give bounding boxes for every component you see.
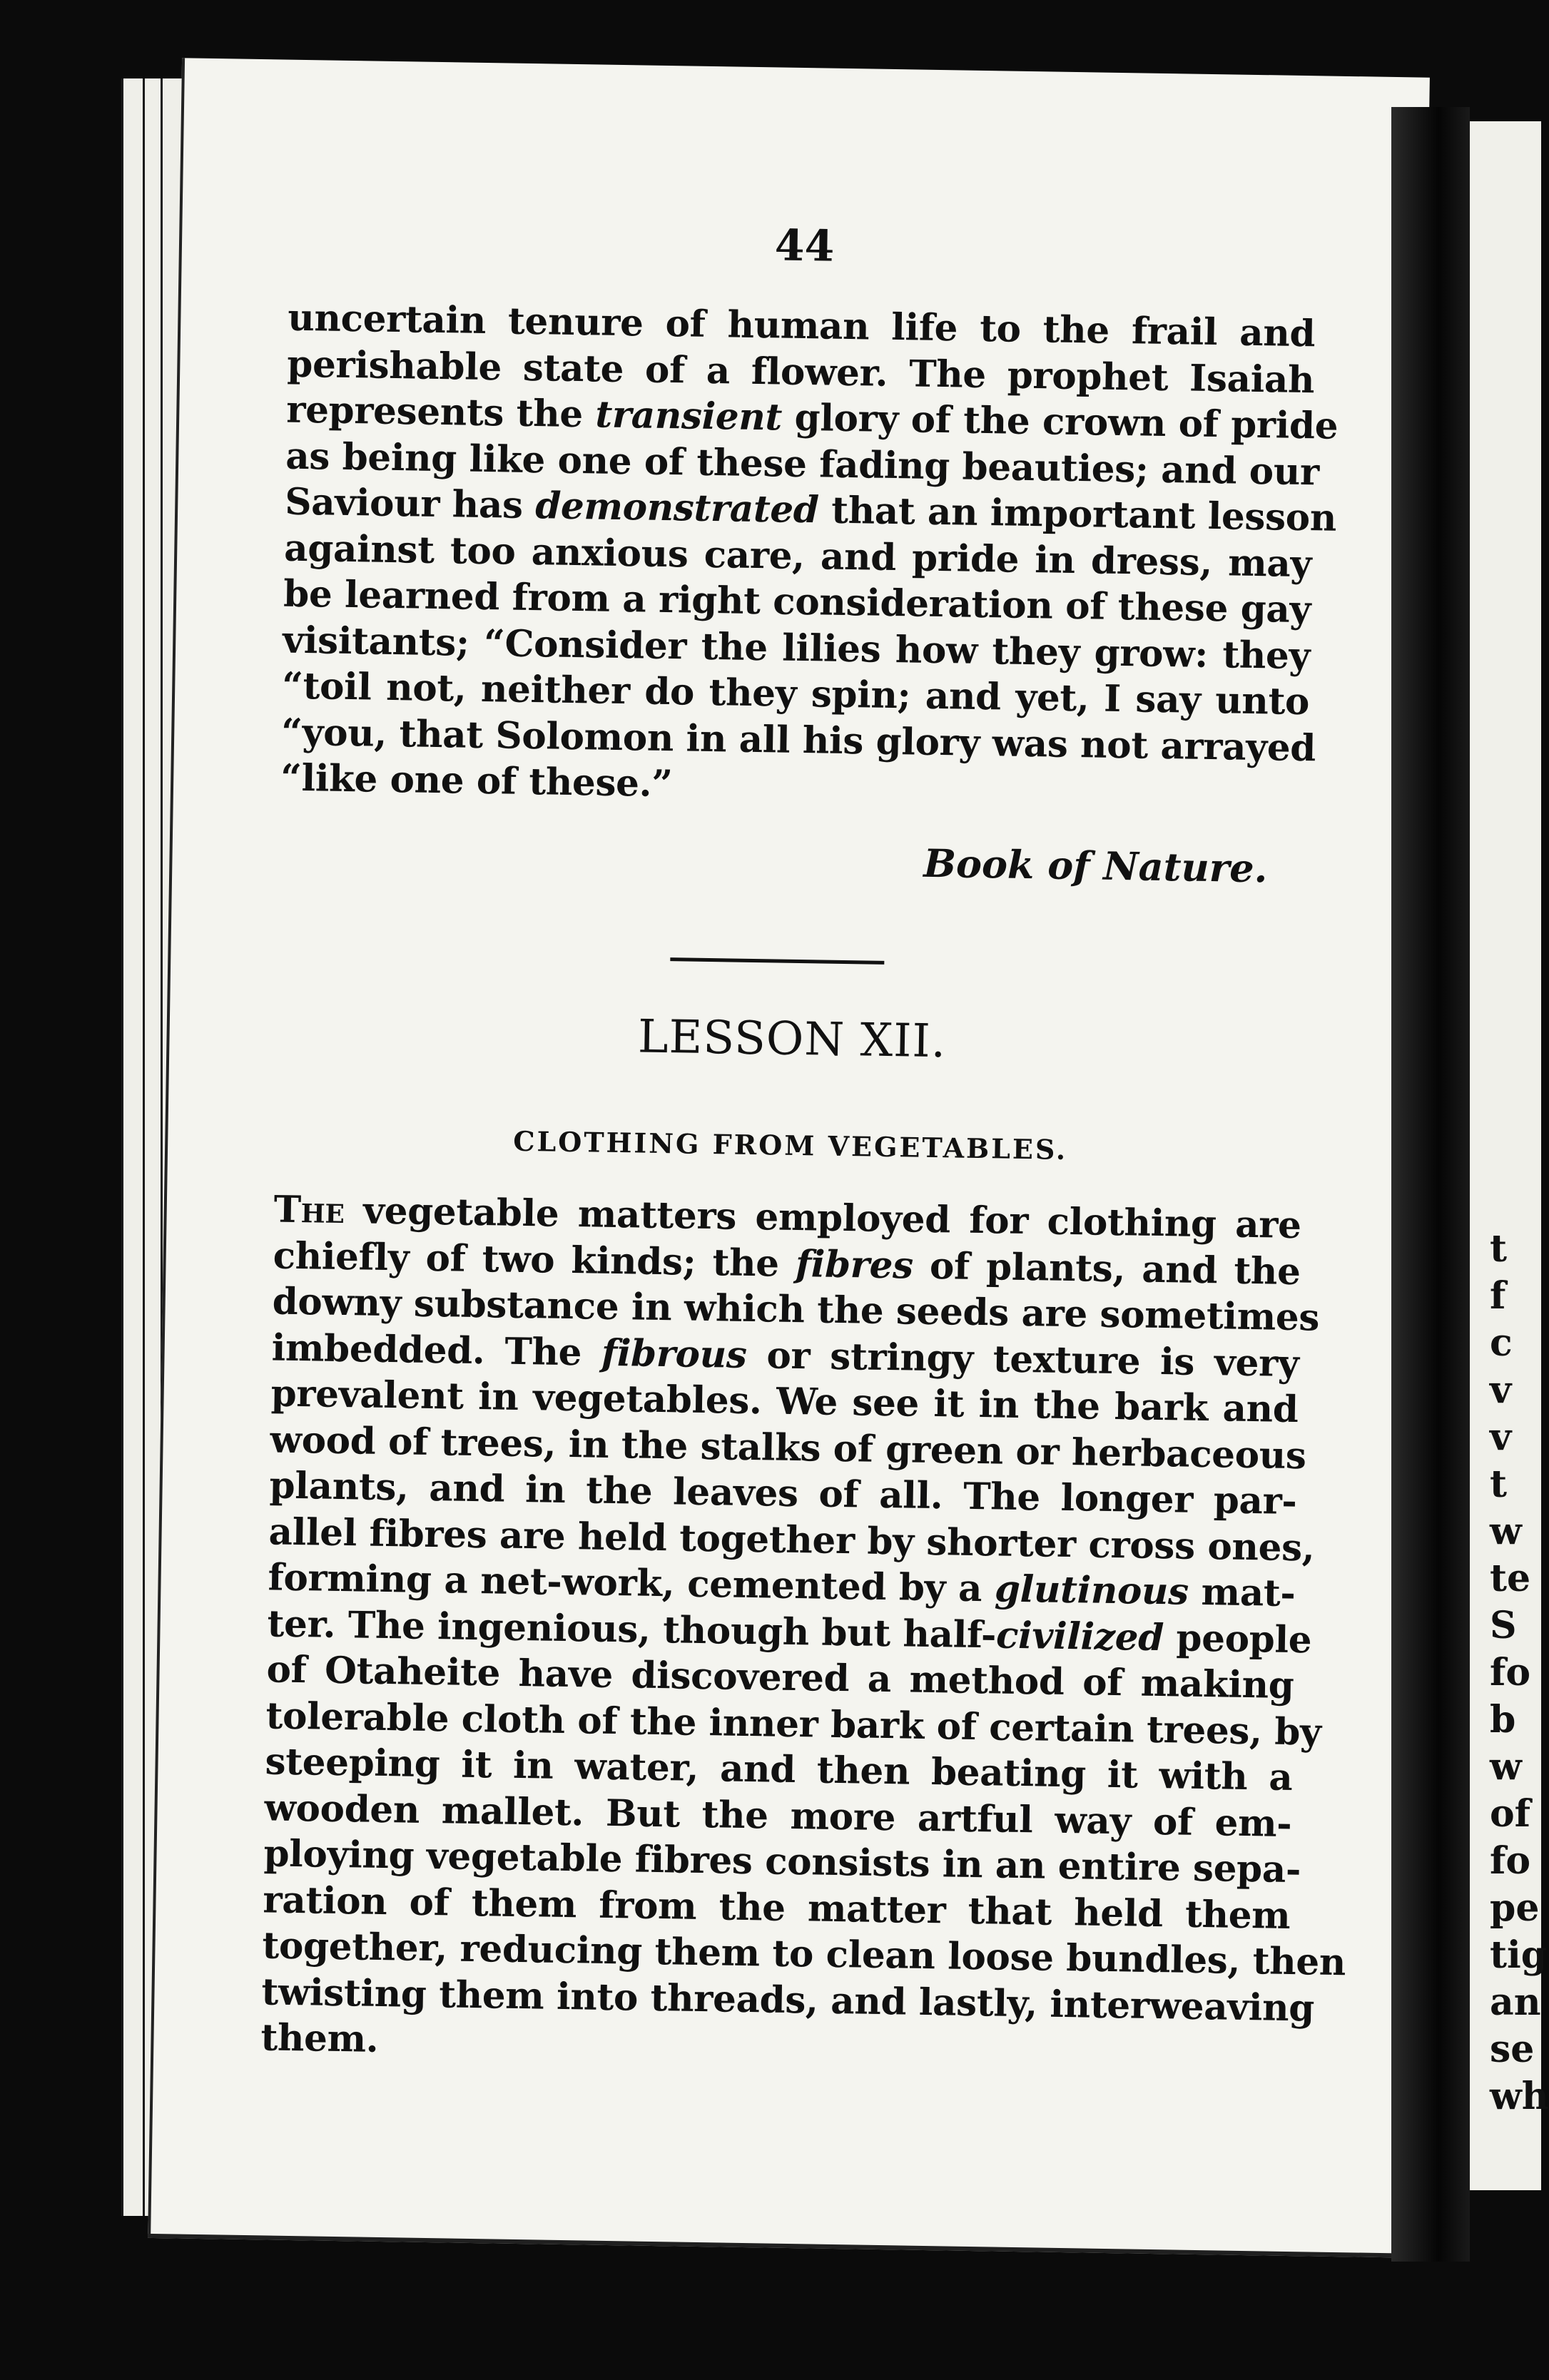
text-line: represents the transient glory of the crown of pride — [285, 388, 1339, 448]
next-page-fragment: w — [1490, 1745, 1522, 1789]
text-line: as being like one of these fading beauties; and our — [285, 434, 1320, 494]
next-page-fragment: pe — [1490, 1886, 1540, 1930]
text-line: “you, that Solomon in all his glory was not arrayed — [280, 711, 1316, 770]
page-number: 44 — [774, 220, 835, 272]
attribution: Book of Nature. — [923, 840, 1268, 892]
next-page-fragment: t — [1490, 1463, 1508, 1506]
text-line: prevalent in vegetables. We see it in the bark and — [270, 1372, 1299, 1432]
next-page-fragment: t — [1490, 1227, 1508, 1271]
next-page-fragment: v — [1490, 1415, 1512, 1459]
text-line: forming a net-work, cemented by a glutinous mat- — [268, 1556, 1296, 1616]
text-line: Saviour has demonstrated that an important lesson — [284, 480, 1337, 540]
text-line: ter. The ingenious, though but half-civilized people — [267, 1602, 1312, 1662]
text-line: imbedded. The fibrous or stringy texture is very — [271, 1326, 1300, 1385]
text-line: of Otaheite have discovered a method of making — [266, 1648, 1294, 1708]
next-page-fragment: fo — [1490, 1839, 1531, 1883]
text-line: perishable state of a flower. The prophet Isaiah — [286, 342, 1315, 402]
section-divider — [670, 957, 884, 965]
text-line: be learned from a right consideration of these gay — [283, 572, 1311, 632]
next-page-fragment: se — [1490, 2028, 1535, 2071]
text-line: ration of them from the matter that held them — [263, 1878, 1291, 1938]
next-page-fragment: fo — [1490, 1651, 1531, 1694]
next-page-fragment: w — [1490, 1510, 1522, 1553]
text-line: visitants; “Consider the lilies how they grow: they — [282, 619, 1311, 678]
text-line: wooden mallet. But the more artful way of em- — [264, 1786, 1292, 1846]
text-line: steeping it in water, and then beating it with a — [265, 1740, 1293, 1800]
text-line: uncertain tenure of human life to the frail and — [287, 296, 1316, 356]
next-page-fragment: S — [1490, 1604, 1517, 1647]
text-line: “like one of these.” — [280, 756, 674, 806]
lesson-paragraph — [260, 1186, 1346, 2077]
next-page-fragment: tig — [1490, 1933, 1548, 1977]
next-page-fragment: wh — [1490, 2075, 1549, 2118]
text-line: “toil not, neither do they spin; and yet, I say unto — [281, 664, 1310, 724]
text-line: against too anxious care, and pride in dress, may — [283, 527, 1312, 586]
next-page-fragment: an — [1490, 1980, 1541, 2024]
book-page — [148, 58, 1430, 2257]
text-line: downy substance in which the seeds are sometimes — [272, 1280, 1320, 1340]
text-line: twisting them into threads, and lastly, interweaving — [261, 1970, 1315, 2030]
next-page-fragment: c — [1490, 1321, 1513, 1365]
continued-paragraph — [280, 295, 1339, 818]
text-line: chiefly of two kinds; the fibres of plants, and the — [273, 1234, 1301, 1293]
text-line: wood of trees, in the stalks of green or herbaceous — [270, 1418, 1307, 1478]
next-page-fragment: f — [1490, 1274, 1506, 1318]
text-line: ploying vegetable fibres consists in an entire sepa- — [263, 1832, 1301, 1892]
book-gutter — [1391, 107, 1470, 2262]
lesson-title: LESSON XII. — [637, 1010, 947, 1069]
lesson-subtitle: CLOTHING FROM VEGETABLES. — [512, 1124, 1068, 1166]
next-page-fragment: te — [1490, 1557, 1531, 1600]
text-line: together, reducing them to clean loose bundles, then — [262, 1924, 1346, 1985]
text-line: The vegetable matters employed for clothing are — [273, 1188, 1302, 1248]
text-line: allel fibres are held together by shorter cross ones, — [268, 1510, 1315, 1570]
next-page-fragment: v — [1490, 1368, 1512, 1412]
text-line: plants, and in the leaves of all. The longer par- — [269, 1464, 1297, 1524]
text-line: them. — [260, 2016, 379, 2061]
text-line: tolerable cloth of the inner bark of certain trees, by — [265, 1694, 1322, 1754]
next-page-fragment: b — [1490, 1698, 1516, 1741]
next-page-fragment: of — [1490, 1792, 1531, 1836]
